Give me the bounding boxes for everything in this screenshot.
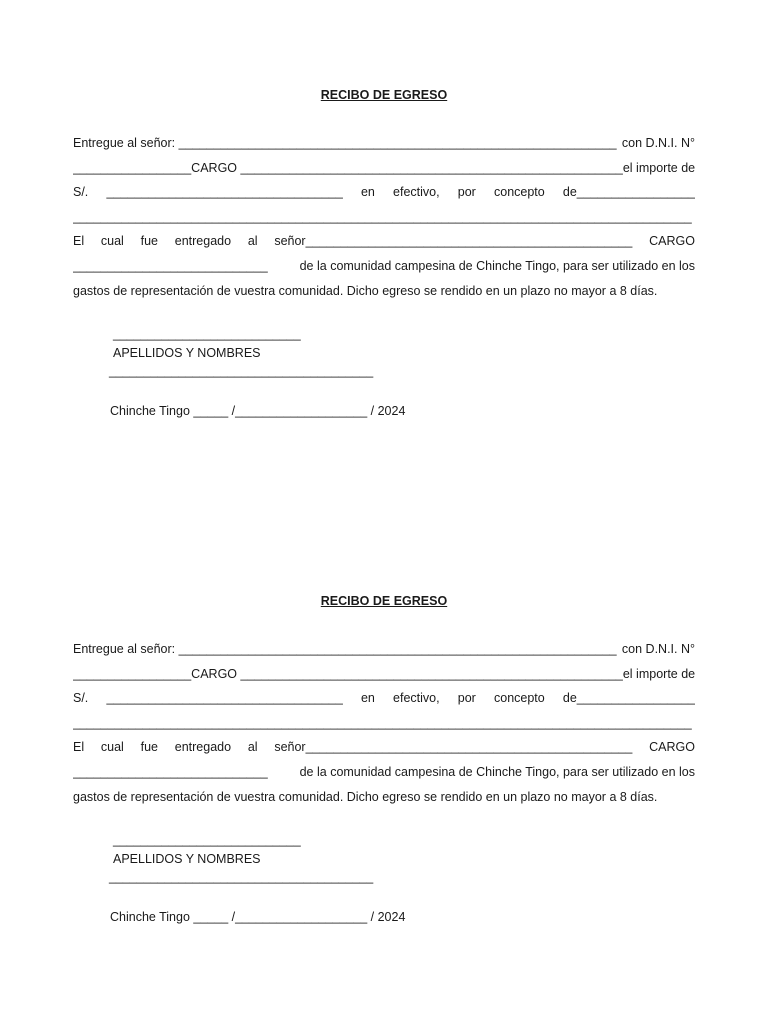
community-text: de la comunidad campesina de Chinche Tingo, para ser utilizado en los xyxy=(299,258,695,273)
line-recipient xyxy=(73,637,695,662)
cargo-field-2: ____________________________ xyxy=(73,764,268,779)
word-en: en xyxy=(360,185,375,200)
word-fue: fue xyxy=(140,740,158,755)
cargo-field: _________________CARGO _______________________________________________________ xyxy=(73,666,623,681)
line-delivered xyxy=(73,735,695,760)
concept-field-continued: _________________________________________________________________________________________ xyxy=(73,209,692,224)
word-cual: cual xyxy=(100,740,124,755)
word-efectivo: efectivo, xyxy=(393,185,440,200)
line-amount xyxy=(73,686,695,711)
currency-label: S/. xyxy=(73,691,89,706)
cargo-field: _________________CARGO _______________________________________________________ xyxy=(73,160,623,175)
signature-block xyxy=(73,327,695,422)
recipient-field: Entregue al señor: _______________________________________________________________ xyxy=(73,642,617,656)
cargo-field-2: ____________________________ xyxy=(73,258,268,273)
name-line: ______________________________________ xyxy=(109,870,374,885)
expenses-text: gastos de representación de vuestra comunidad. Dicho egreso se rendido en un plazo no mayor a 8 días. xyxy=(73,283,658,298)
dni-label: con D.N.I. N° xyxy=(621,136,695,150)
signature-block xyxy=(73,833,695,928)
amount-label: el importe de xyxy=(622,666,695,681)
receipt-body xyxy=(73,637,695,928)
signature-label: APELLIDOS Y NOMBRES xyxy=(113,346,261,361)
receipt-title: RECIBO DE EGRESO xyxy=(320,594,448,608)
word-por: por xyxy=(457,691,476,706)
receipt-body xyxy=(73,131,695,422)
concept-field: de_________________ xyxy=(562,691,695,706)
line-expenses xyxy=(73,279,695,304)
concept-field-continued: _________________________________________________________________________________________ xyxy=(73,715,692,730)
amount-field: __________________________________ xyxy=(106,185,343,200)
line-community xyxy=(73,760,695,785)
word-el: El xyxy=(73,740,85,755)
community-text: de la comunidad campesina de Chinche Tingo, para ser utilizado en los xyxy=(299,764,695,779)
line-concept-continued xyxy=(73,205,695,230)
word-por: por xyxy=(457,185,476,200)
signature-line: ___________________________ xyxy=(113,833,301,848)
date-line: Chinche Tingo _____ /___________________ / 2024 xyxy=(110,910,406,925)
line-cargo xyxy=(73,156,695,181)
delivered-to-field: señor_______________________________________________ xyxy=(274,234,633,249)
delivered-to-field: señor_______________________________________________ xyxy=(274,740,633,755)
signature-label: APELLIDOS Y NOMBRES xyxy=(113,852,261,867)
word-al: al xyxy=(247,234,258,249)
expenses-text: gastos de representación de vuestra comunidad. Dicho egreso se rendido en un plazo no mayor a 8 días. xyxy=(73,789,658,804)
name-line: ______________________________________ xyxy=(109,364,374,379)
amount-field: __________________________________ xyxy=(106,691,343,706)
receipt-2 xyxy=(73,592,695,928)
line-delivered xyxy=(73,229,695,254)
line-concept-continued xyxy=(73,711,695,736)
word-entregado: entregado xyxy=(174,234,232,249)
receipt-1 xyxy=(73,86,695,422)
concept-field: de_________________ xyxy=(562,185,695,200)
date-line: Chinche Tingo _____ /___________________ / 2024 xyxy=(110,404,406,419)
word-concepto: concepto xyxy=(494,691,545,706)
line-cargo xyxy=(73,662,695,687)
line-expenses xyxy=(73,785,695,810)
line-amount xyxy=(73,180,695,205)
signature-line: ___________________________ xyxy=(113,327,301,342)
word-el: El xyxy=(73,234,85,249)
line-recipient xyxy=(73,131,695,156)
word-en: en xyxy=(360,691,375,706)
word-concepto: concepto xyxy=(494,185,545,200)
line-community xyxy=(73,254,695,279)
word-cual: cual xyxy=(100,234,124,249)
recipient-field: Entregue al señor: _______________________________________________________________ xyxy=(73,136,617,150)
amount-label: el importe de xyxy=(622,160,695,175)
cargo-label: CARGO xyxy=(649,740,695,755)
word-fue: fue xyxy=(140,234,158,249)
receipt-title: RECIBO DE EGRESO xyxy=(320,88,448,102)
cargo-label: CARGO xyxy=(649,234,695,249)
currency-label: S/. xyxy=(73,185,89,200)
word-al: al xyxy=(247,740,258,755)
word-efectivo: efectivo, xyxy=(393,691,440,706)
dni-label: con D.N.I. N° xyxy=(621,642,695,656)
word-entregado: entregado xyxy=(174,740,232,755)
